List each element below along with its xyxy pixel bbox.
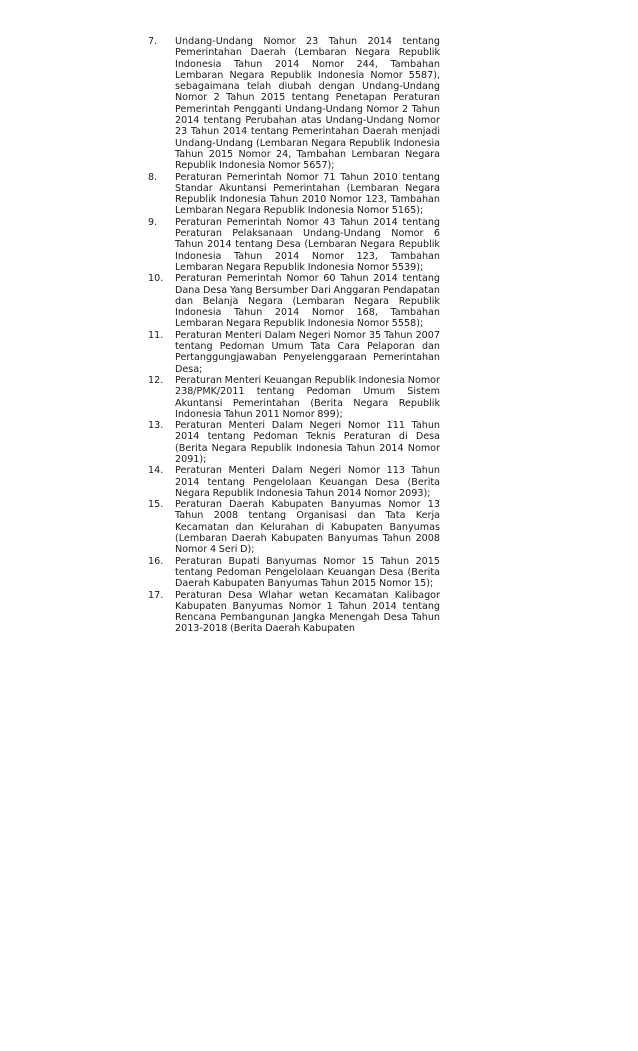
item-text: Peraturan Menteri Dalam Negeri Nomor 113 Tahun 2014 tentang Pengelolaan Keuangan Desa (Berita Negara Republik Indonesia Tahun 2014 Nomor 2093); <box>175 465 440 499</box>
list-item <box>148 36 440 172</box>
regulation-list <box>148 36 440 635</box>
item-number: 14. <box>148 465 164 477</box>
list-item <box>148 172 440 217</box>
item-number: 11. <box>148 329 164 341</box>
item-text: Peraturan Daerah Kabupaten Banyumas Nomor 13 Tahun 2008 tentang Organisasi dan Tata Kerja Kecamatan dan Kelurahan di Kabupaten Banyumas (Lembaran Daerah Kabupaten Banyumas Tahun 2008 Nomor 4 Seri D); <box>175 499 440 556</box>
item-number: 12. <box>148 374 164 386</box>
list-item <box>148 590 440 635</box>
item-number: 16. <box>148 555 164 567</box>
item-number: 10. <box>148 273 164 285</box>
item-text: Peraturan Desa Wlahar wetan Kecamatan Kalibagor Kabupaten Banyumas Nomor 1 Tahun 2014 tentang Rencana Pembangunan Jangka Menengah Desa Tahun 2013-2018 (Berita Daerah Kabupaten <box>175 589 440 635</box>
item-number: 8. <box>148 171 158 183</box>
item-number: 15. <box>148 499 164 511</box>
item-number: 7. <box>148 36 158 47</box>
item-text: Undang-Undang Nomor 23 Tahun 2014 tentang Pemerintahan Daerah (Lembaran Negara Republik Indonesia Tahun 2014 Nomor 244, Tambahan Lembaran Negara Republik Indonesia Nomor 5587), sebagaimana telah diubah dengan Undang-Undang Nomor 2 Tahun 2015 tentang Penetapan Peraturan Pemerintah Pengganti Undang-Undang Nomor 2 Tahun 2014 tentang Perubahan atas Undang-Undang Nomor 23 Tahun 2014 tentang Pemerintahan Daerah menjadi Undang-Undang (Lembaran Negara Republik Indonesia Tahun 2015 Nomor 24, Tambahan Lembaran Negara Republik Indonesia Nomor 5657); <box>175 36 440 172</box>
item-number: 13. <box>148 420 164 432</box>
item-text: Peraturan Menteri Keuangan Republik Indonesia Nomor 238/PMK/2011 tentang Pedoman Umum Sistem Akuntansi Pemerintahan (Berita Negara Republik Indonesia Tahun 2011 Nomor 899); <box>175 374 440 420</box>
list-item <box>148 465 440 499</box>
list-item <box>148 330 440 375</box>
item-number: 17. <box>148 589 164 601</box>
item-number: 9. <box>148 216 158 228</box>
list-item <box>148 273 440 329</box>
item-text: Peraturan Pemerintah Nomor 71 Tahun 2010 tentang Standar Akuntansi Pemerintahan (Lembaran Negara Republik Indonesia Tahun 2010 Nomor 123, Tambahan Lembaran Negara Republik Indonesia Nomor 5165); <box>175 171 440 217</box>
item-text: Peraturan Menteri Dalam Negeri Nomor 35 Tahun 2007 tentang Pedoman Umum Tata Cara Pelaporan dan Pertanggungjawaban Penyelenggaraan Pemerintahan Desa; <box>175 329 440 375</box>
item-text: Peraturan Menteri Dalam Negeri Nomor 111 Tahun 2014 tentang Pedoman Teknis Peraturan di Desa (Berita Negara Republik Indonesia Tahun 2014 Nomor 2091); <box>175 420 440 465</box>
list-item <box>148 217 440 273</box>
item-text: Peraturan Pemerintah Nomor 43 Tahun 2014 tentang Peraturan Pelaksanaan Undang-Undang Nomor 6 Tahun 2014 tentang Desa (Lembaran Negara Republik Indonesia Tahun 2014 Nomor 123, Tambahan Lembaran Negara Republik Indonesia Nomor 5539); <box>175 216 440 273</box>
list-item <box>148 499 440 555</box>
item-text: Peraturan Bupati Banyumas Nomor 15 Tahun 2015 tentang Pedoman Pengelolaan Keuangan Desa (Berita Daerah Kabupaten Banyumas Tahun 2015 Nomor 15); <box>175 555 440 590</box>
list-item <box>148 556 440 590</box>
list-item <box>148 420 440 465</box>
item-text: Peraturan Pemerintah Nomor 60 Tahun 2014 tentang Dana Desa Yang Bersumber Dari Anggaran Pendapatan dan Belanja Negara (Lembaran Negara Republik Indonesia Tahun 2014 Nomor 168, Tambahan Lembaran Negara Republik Indonesia Nomor 5558); <box>175 273 440 330</box>
list-item <box>148 375 440 420</box>
